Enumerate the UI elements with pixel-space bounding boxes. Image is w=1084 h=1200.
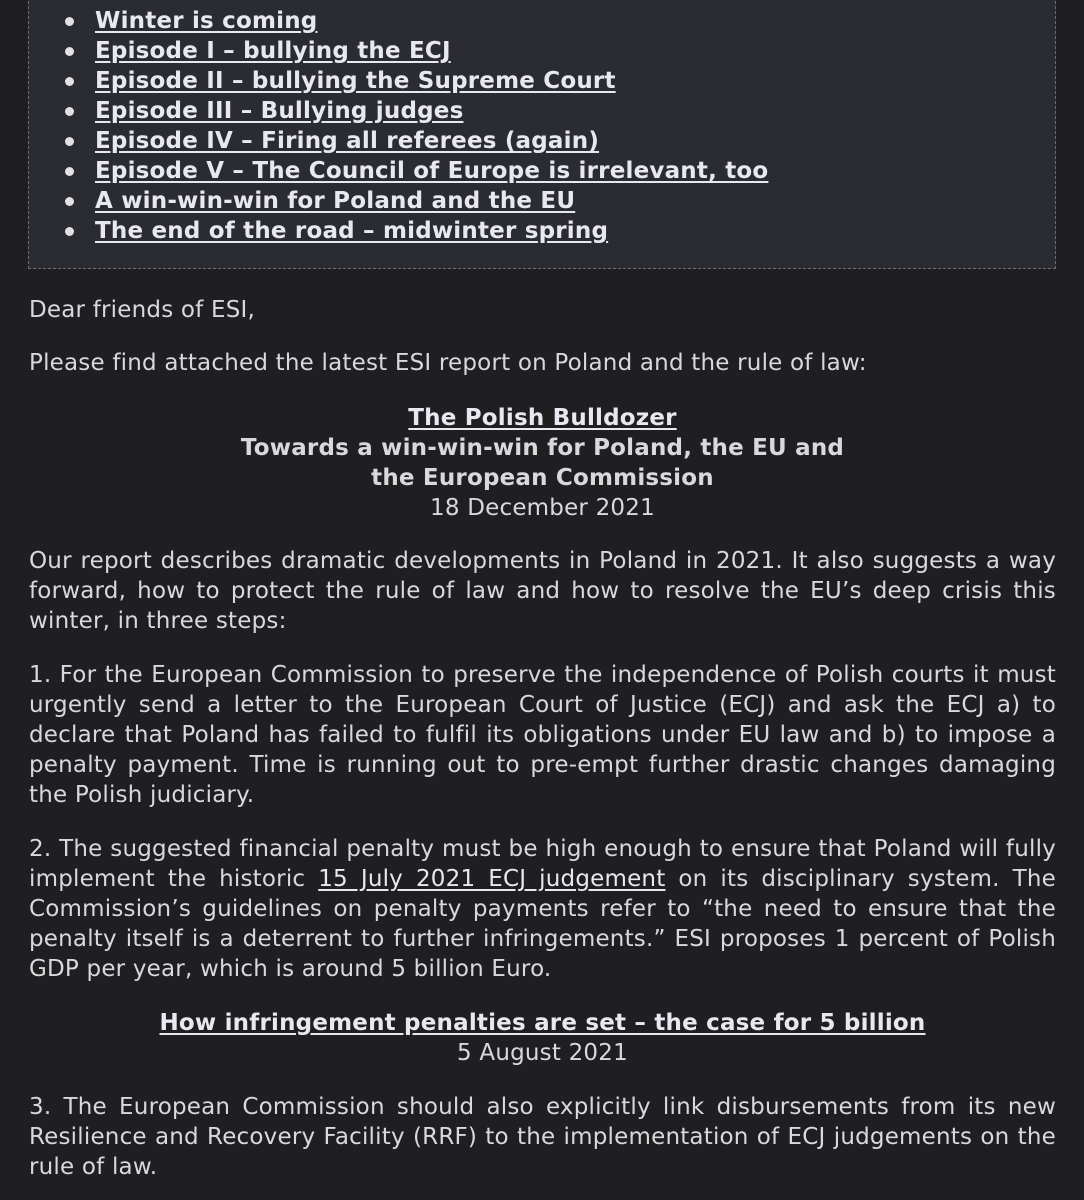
toc-item [61,156,768,186]
bullet-icon [65,77,74,86]
table-of-contents [28,0,1056,269]
toc-link-winter[interactable]: Winter is coming [95,8,318,34]
toc-link-win-win-win[interactable]: A win-win-win for Poland and the EU [95,188,576,214]
step-3-paragraph: 3. The European Commission should also explicitly link disbursements from its new Resilience and Recovery Facility (RRF) to the implementation of ECJ judgements on the rule of law. [29,1094,1056,1180]
toc-item [61,66,768,96]
report-subtitle-line-2: the European Commission [371,465,714,491]
toc-item [61,36,768,66]
step-2-text-before: 2. The suggested financial penalty must be high enough to ensure that Poland will fully implement the historic [29,836,1056,892]
toc-item [61,216,768,246]
bullet-icon [65,197,74,206]
toc-link-episode-4[interactable]: Episode IV – Firing all referees (again) [95,128,600,154]
toc-list [61,6,768,246]
penalties-title-link[interactable]: How infringement penalties are set – the case for 5 billion [159,1010,926,1036]
bullet-icon [65,167,74,176]
toc-item [61,126,768,156]
greeting: Dear friends of ESI, [29,297,255,323]
step-1-paragraph: 1. For the European Commission to preserve the independence of Polish courts it must urgently send a letter to the European Court of Justice (ECJ) and ask the ECJ a) to declare that Poland has failed to fulfil its obligations under EU law and b) to impose a penalty payment. Time is running out to pre-empt further drastic changes damaging the Polish judiciary. [29,662,1056,808]
penalties-date: 5 August 2021 [457,1040,628,1066]
bullet-icon [65,227,74,236]
report-subtitle-line-1: Towards a win-win-win for Poland, the EU and [240,435,845,461]
report-date: 18 December 2021 [430,495,655,521]
bullet-icon [65,47,74,56]
summary-paragraph: Our report describes dramatic developments in Poland in 2021. It also suggests a way forward, how to protect the rule of law and how to resolve the EU’s deep crisis this winter, in three steps: [29,548,1056,634]
toc-link-episode-1[interactable]: Episode I – bullying the ECJ [95,38,451,64]
toc-item [61,6,768,36]
report-title-block [29,403,1056,523]
step-2-text-after: on its disciplinary system. The Commission’s guidelines on penalty payments refer to “the need to ensure that the penalty itself is a deterrent to further infringements.” ESI proposes 1 percent of Polish GDP per year, which is around 5 billion Euro. [29,866,1056,982]
toc-link-episode-3[interactable]: Episode III – Bullying judges [95,98,464,124]
ecj-judgement-link[interactable]: 15 July 2021 ECJ judgement [318,866,666,892]
toc-link-episode-5[interactable]: Episode V – The Council of Europe is irrelevant, too [95,158,769,184]
toc-link-end-of-road[interactable]: The end of the road – midwinter spring [95,218,609,244]
bullet-icon [65,107,74,116]
toc-item [61,96,768,126]
report-title-link[interactable]: The Polish Bulldozer [408,405,677,431]
toc-link-episode-2[interactable]: Episode II – bullying the Supreme Court [95,68,616,94]
step-2-paragraph [29,834,1056,984]
bullet-icon [65,137,74,146]
bullet-icon [65,17,74,26]
intro-paragraph: Please find attached the latest ESI report on Poland and the rule of law: [29,350,867,376]
penalties-title-block [29,1008,1056,1068]
toc-item [61,186,768,216]
